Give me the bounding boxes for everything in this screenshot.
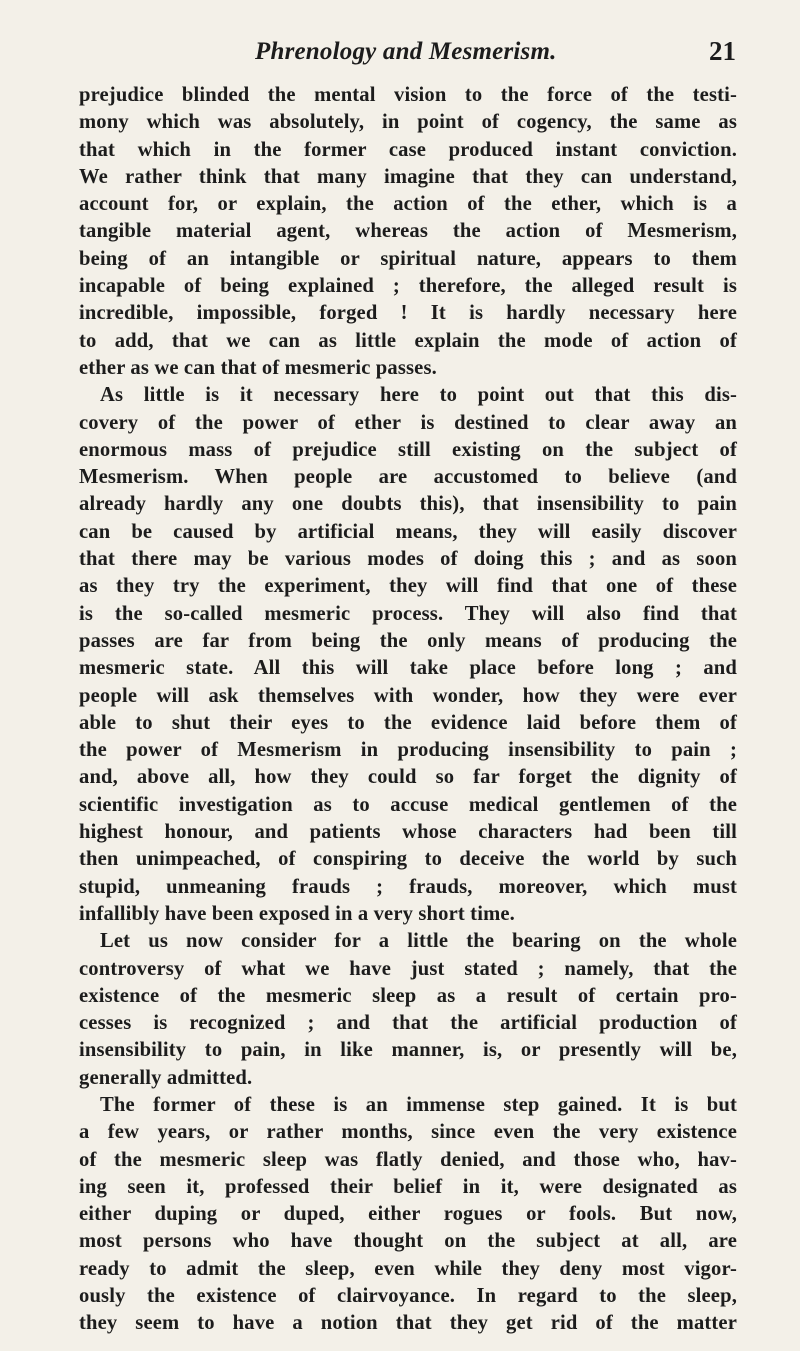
text-line: enormous mass of prejudice still existing on the subject of — [79, 438, 737, 461]
text-line: scientific investigation as to accuse medical gentlemen of the — [79, 793, 737, 816]
text-line: prejudice blinded the mental vision to the force of the testi- — [79, 84, 737, 106]
text-line: mesmeric state. All this will take place before long ; and — [79, 657, 737, 680]
text-line: of the mesmeric sleep was flatly denied, and those who, hav- — [79, 1148, 737, 1171]
text-line: to add, that we can as little explain the mode of action of — [79, 329, 737, 352]
text-line: ready to admit the sleep, even while they deny most vigor- — [79, 1257, 737, 1280]
text-line: tangible material agent, whereas the action of Mesmerism, — [79, 220, 737, 243]
text-line: insensibility to pain, in like manner, is, or presently will be, — [79, 1039, 737, 1062]
text-line: that there may be various modes of doing this ; and as soon — [79, 548, 737, 571]
text-line: account for, or explain, the action of the ether, which is a — [79, 193, 737, 216]
text-line: stupid, unmeaning frauds ; frauds, moreover, which must — [79, 875, 737, 898]
running-title: Phrenology and Mesmerism. — [255, 38, 557, 65]
text-line: generally admitted. — [79, 1066, 253, 1089]
text-line: We rather think that many imagine that they can understand, — [79, 165, 737, 188]
text-line: ether as we can that of mesmeric passes. — [79, 356, 437, 379]
text-line: incapable of being explained ; therefore, the alleged result is — [79, 275, 737, 298]
text-line: incredible, impossible, forged ! It is hardly necessary here — [79, 302, 737, 325]
text-line: that which in the former case produced instant conviction. — [79, 138, 737, 161]
text-line: most persons who have thought on the subject at all, are — [79, 1230, 737, 1253]
text-line: existence of the mesmeric sleep as a result of certain pro- — [79, 984, 737, 1007]
text-line: is the so-called mesmeric process. They will also find that — [79, 602, 737, 625]
body-text — [79, 82, 737, 1338]
text-line: they seem to have a notion that they get rid of the matter — [79, 1312, 737, 1335]
text-line: ing seen it, professed their belief in it, were designated as — [79, 1175, 737, 1198]
text-line: can be caused by artificial means, they will easily discover — [79, 520, 737, 543]
page-number: 21 — [709, 36, 736, 66]
text-line: passes are far from being the only means of producing the — [79, 629, 737, 652]
text-line: controversy of what we have just stated ; namely, that the — [79, 957, 737, 980]
text-line: then unimpeached, of conspiring to deceive the world by such — [79, 848, 737, 871]
text-line: ously the existence of clairvoyance. In regard to the sleep, — [79, 1285, 737, 1308]
text-line: either duping or duped, either rogues or fools. But now, — [79, 1203, 737, 1226]
text-line: infallibly have been exposed in a very short time. — [79, 902, 515, 925]
text-line: cesses is recognized ; and that the artificial production of — [79, 1012, 737, 1035]
page-header — [80, 38, 736, 78]
text-line: being of an intangible or spiritual nature, appears to them — [79, 247, 737, 270]
text-line: mony which was absolutely, in point of cogency, the same as — [79, 111, 737, 134]
text-line: The former of these is an immense step gained. It is but — [100, 1093, 737, 1116]
text-line: a few years, or rather months, since even the very existence — [79, 1121, 737, 1144]
text-line: as they try the experiment, they will find that one of these — [79, 575, 737, 598]
text-line: able to shut their eyes to the evidence laid before them of — [79, 711, 737, 734]
text-line: covery of the power of ether is destined to clear away an — [79, 411, 737, 434]
text-line: Mesmerism. When people are accustomed to believe (and — [79, 466, 737, 489]
text-line: and, above all, how they could so far forget the dignity of — [79, 766, 737, 789]
text-line: already hardly any one doubts this), that insensibility to pain — [79, 493, 737, 516]
text-line: the power of Mesmerism in producing insensibility to pain ; — [79, 739, 737, 762]
text-line: Let us now consider for a little the bearing on the whole — [100, 930, 737, 953]
text-line: As little is it necessary here to point out that this dis- — [100, 384, 737, 407]
text-line: highest honour, and patients whose characters had been till — [79, 821, 737, 844]
text-line: people will ask themselves with wonder, how they were ever — [79, 684, 737, 707]
